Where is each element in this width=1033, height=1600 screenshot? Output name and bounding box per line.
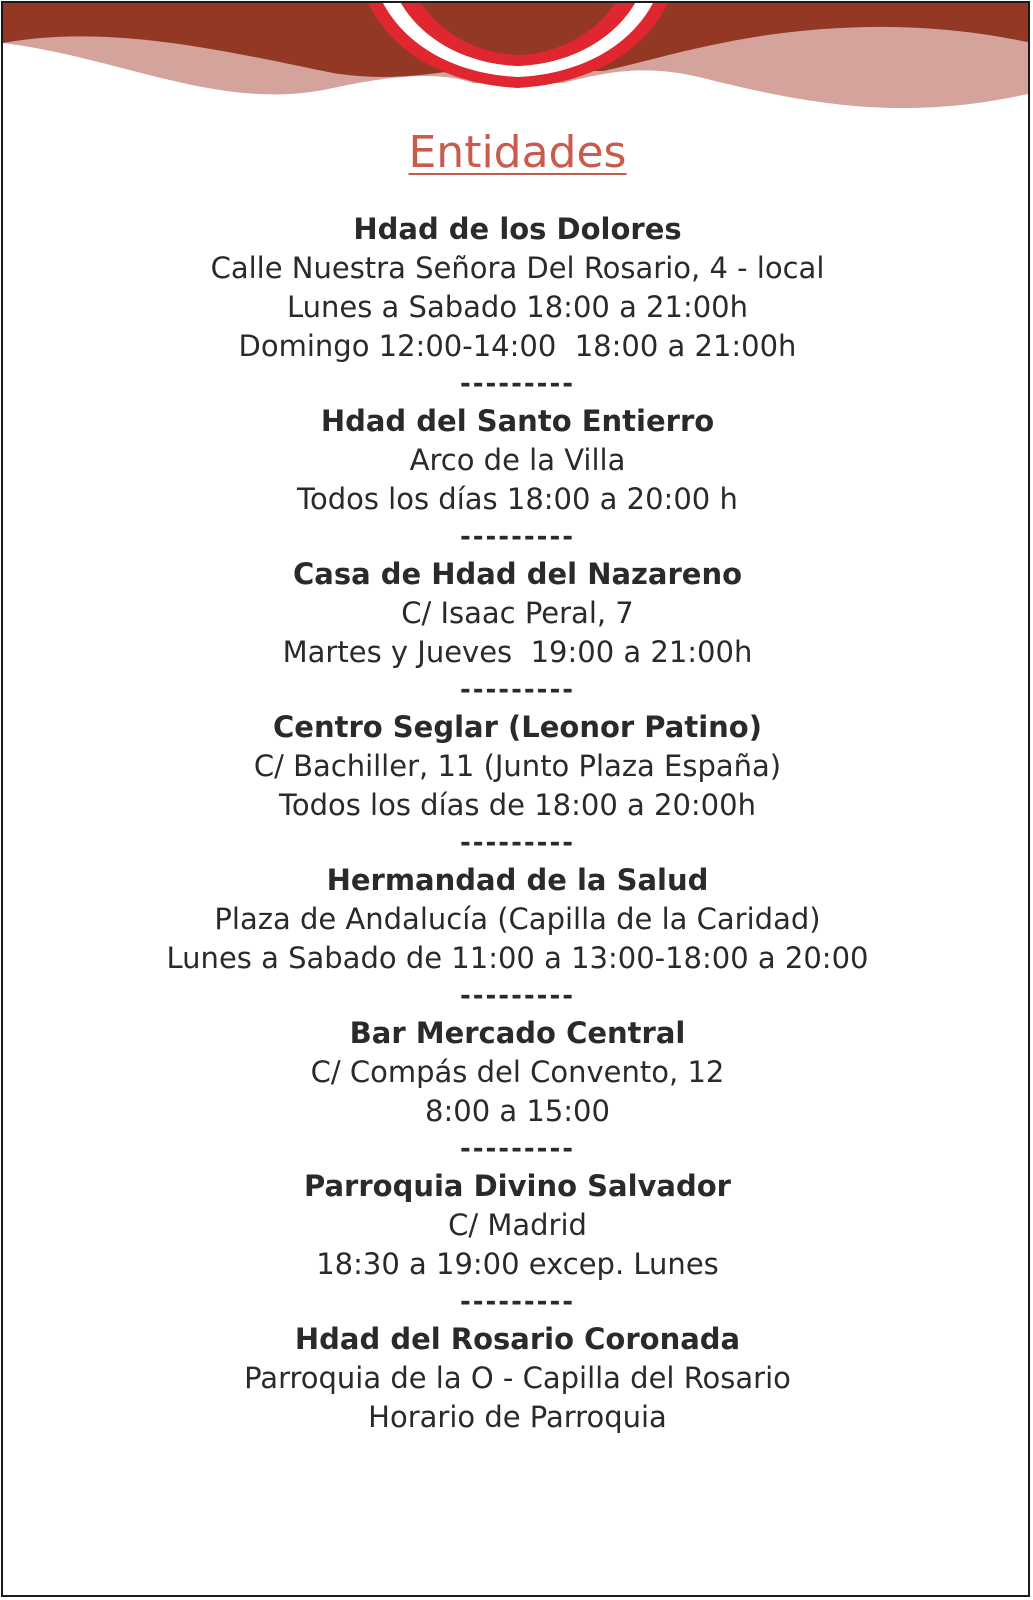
page-title: Entidades [408,127,627,178]
entity-name: Hdad del Santo Entierro [320,404,715,438]
entity-hours: Martes y Jueves 19:00 a 21:00h [282,635,753,669]
entity-block [3,402,1030,519]
entity-block [3,1320,1030,1437]
entity-hours: 18:30 a 19:00 excep. Lunes [316,1247,719,1281]
entity-address: C/ Isaac Peral, 7 [401,596,634,630]
entity-name: Parroquia Divino Salvador [304,1169,731,1203]
entity-hours: 8:00 a 15:00 [425,1094,610,1128]
entity-separator: --------- [459,828,576,858]
entity-separator: --------- [459,369,576,399]
entity-list [3,210,1030,1437]
entity-hours: Lunes a Sabado 18:00 a 21:00h [286,290,749,324]
entity-name: Bar Mercado Central [349,1016,686,1050]
entity-separator: --------- [459,522,576,552]
entity-block [3,708,1030,825]
entity-name: Hdad de los Dolores [353,212,682,246]
decorative-header-wave [3,3,1030,133]
entity-address: Plaza de Andalucía (Capilla de la Caridad) [214,902,821,936]
entity-name: Hermandad de la Salud [326,863,709,897]
entity-hours: Domingo 12:00-14:00 18:00 a 21:00h [238,329,797,363]
entity-address: C/ Madrid [448,1208,587,1242]
entity-separator: --------- [459,675,576,705]
document-page [1,1,1030,1597]
entity-name: Centro Seglar (Leonor Patino) [273,710,762,744]
entity-separator: --------- [459,1134,576,1164]
entity-hours: Todos los días de 18:00 a 20:00h [279,788,756,822]
entity-name: Hdad del Rosario Coronada [294,1322,741,1356]
entity-address: Calle Nuestra Señora Del Rosario, 4 - local [210,251,825,285]
entity-separator: --------- [459,981,576,1011]
entity-block [3,1167,1030,1284]
entity-address: Parroquia de la O - Capilla del Rosario [244,1361,791,1395]
entity-name: Casa de Hdad del Nazareno [292,557,743,591]
entity-block [3,210,1030,366]
entity-block [3,861,1030,978]
entity-block [3,555,1030,672]
entity-address: C/ Bachiller, 11 (Junto Plaza España) [253,749,782,783]
entity-separator: --------- [459,1287,576,1317]
entity-block [3,1014,1030,1131]
entity-hours: Horario de Parroquia [368,1400,667,1434]
entity-address: Arco de la Villa [409,443,626,477]
entity-hours: Lunes a Sabado de 11:00 a 13:00-18:00 a 20:00 [166,941,869,975]
entity-hours: Todos los días 18:00 a 20:00 h [297,482,738,516]
entity-address: C/ Compás del Convento, 12 [310,1055,725,1089]
